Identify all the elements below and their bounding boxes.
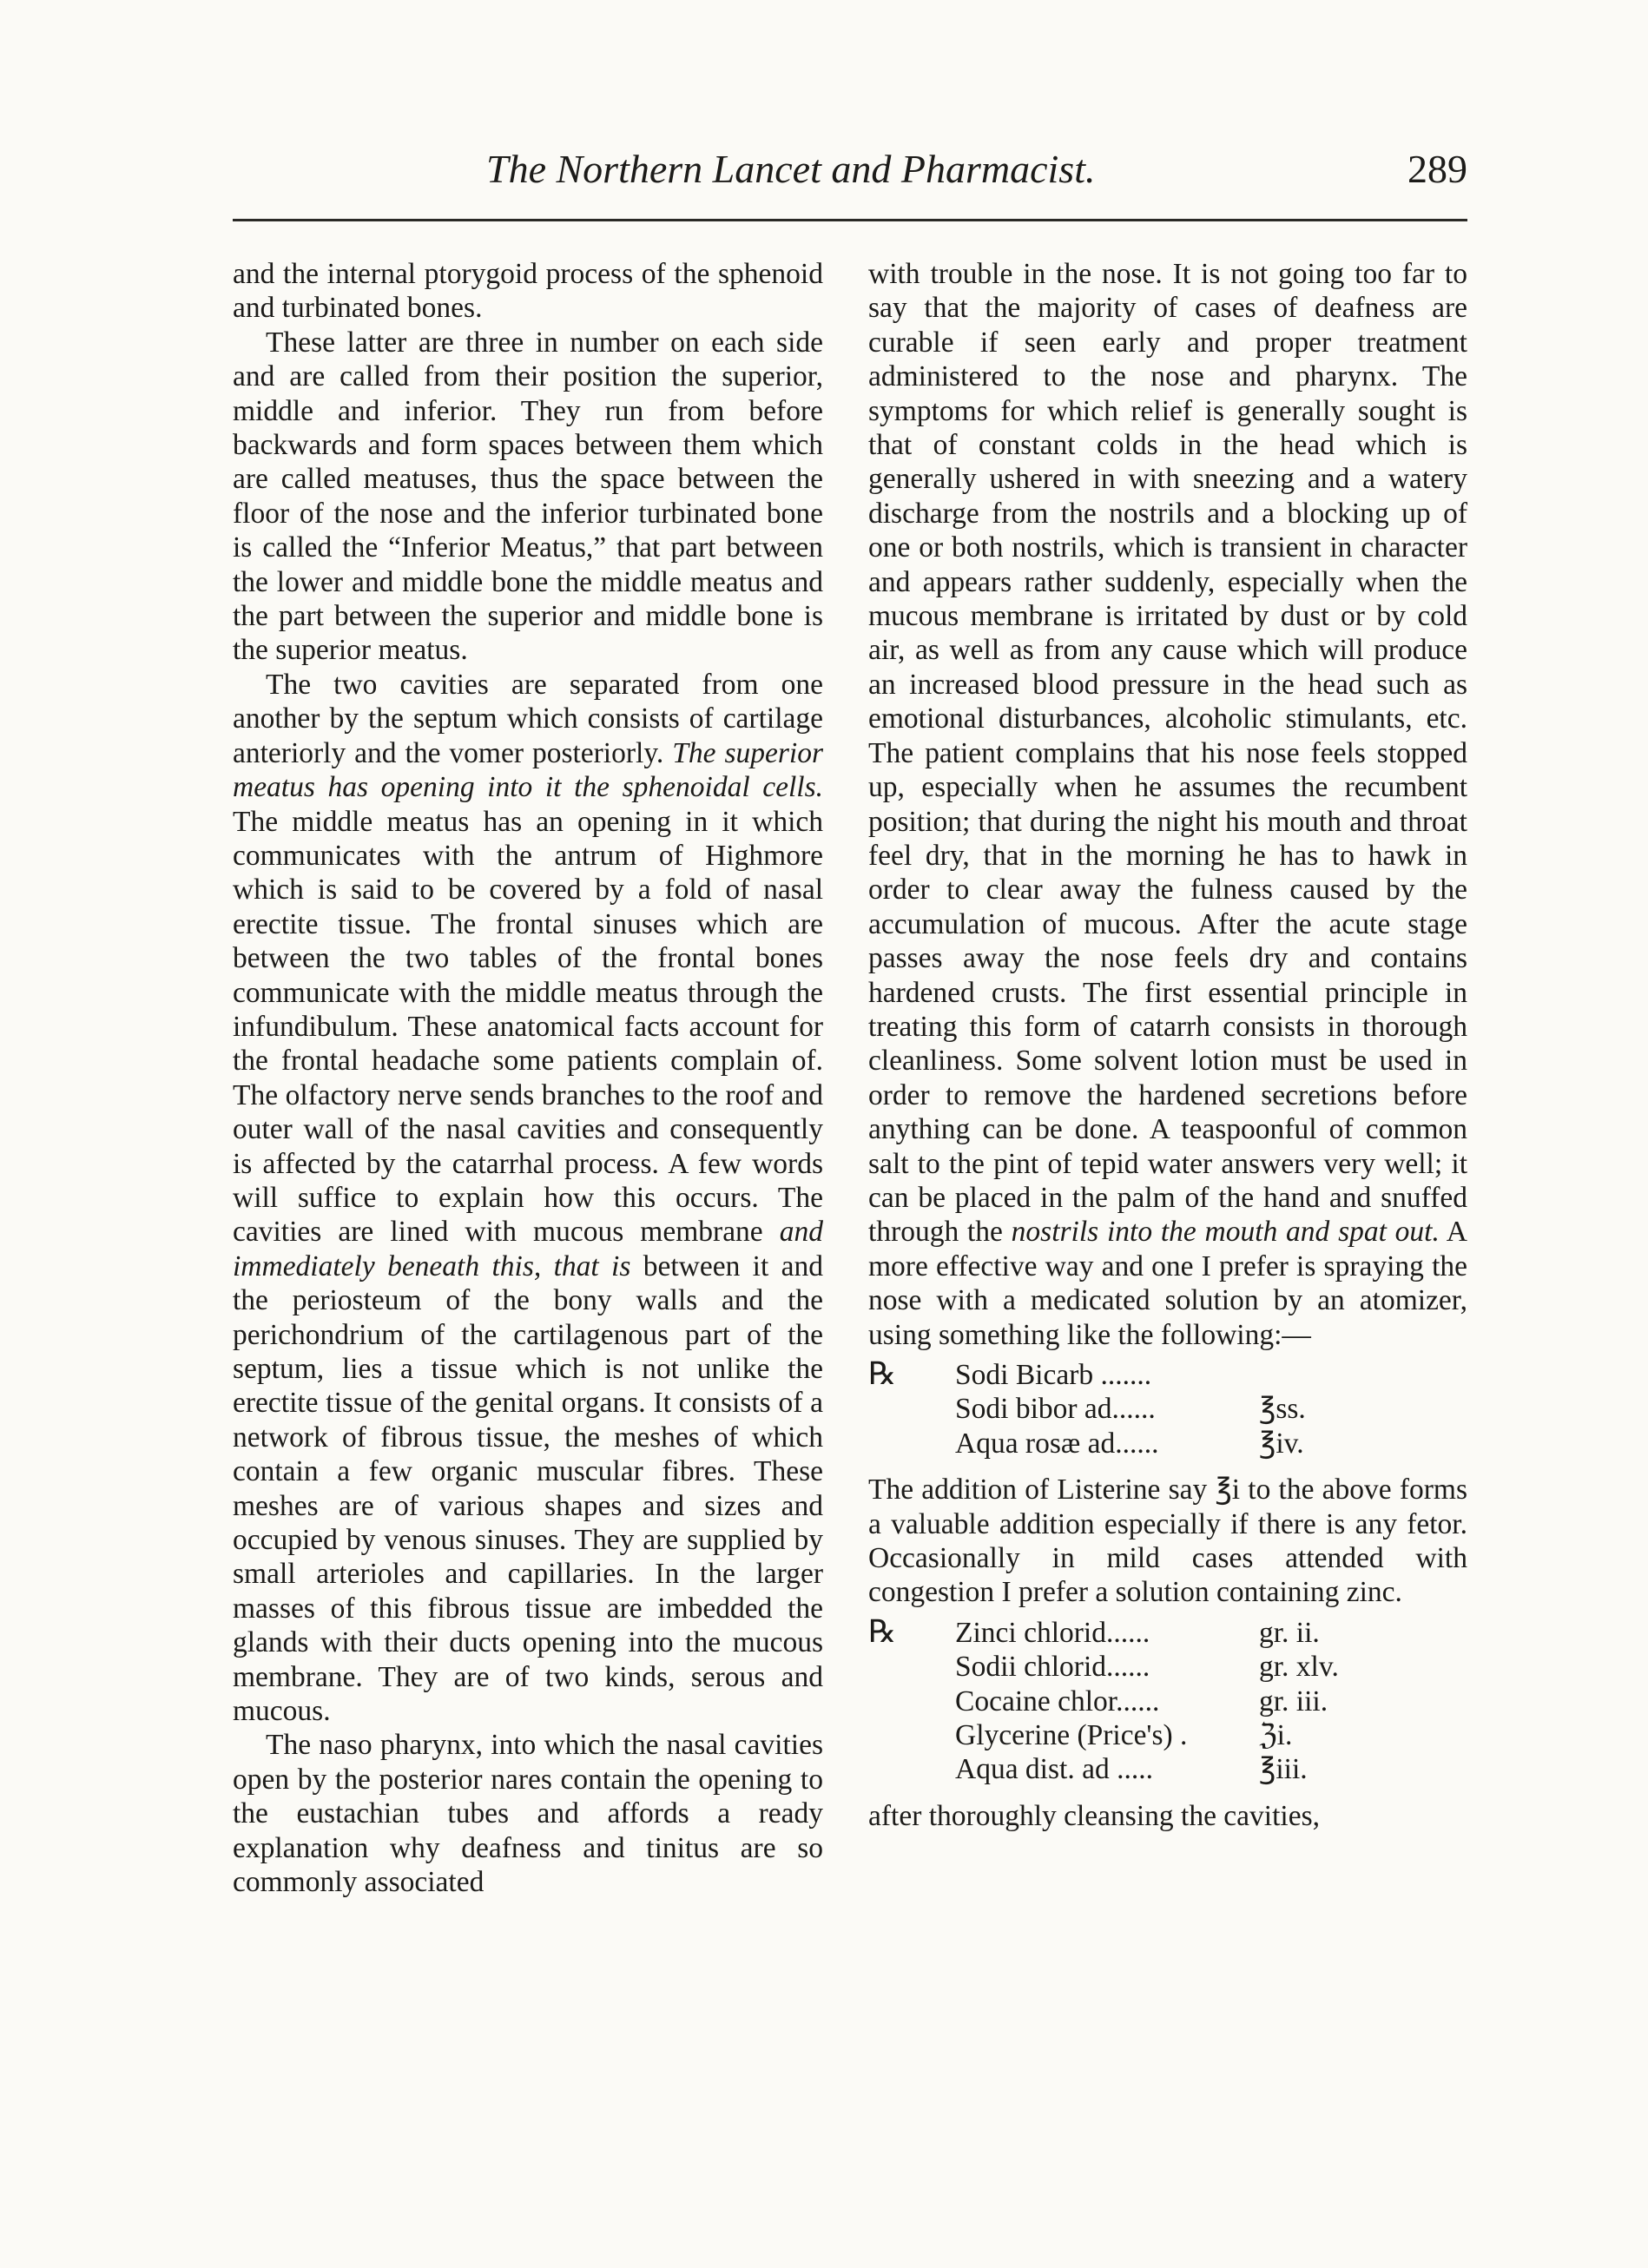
paragraph: [233, 668, 823, 1729]
prescription-1: [868, 1357, 1467, 1460]
header-rule: [233, 219, 1467, 221]
italic-text-run: nostrils into the mouth and spat out.: [1011, 1216, 1440, 1249]
prescription-row: [868, 1615, 1467, 1650]
text-run: The middle meatus has an opening in it which communicates with the antrum of Highmore which is said to be covered by a fold of nasal erectite tissue. The frontal sinuses which are between the two tables of the frontal bones communicate with the middle meatus through the infundibulum. These anatomical facts account for the frontal headache some patients complain of. The olfactory nerve sends branches to the roof and outer wall of the nasal cavities and consequently is affected by the catarrhal process. A few words will suffice to explain how this occurs. The cavities are lined with mucous membrane: [233, 805, 823, 1249]
prescription-quantity: gr. ii.: [1259, 1616, 1320, 1649]
prescription-row: [868, 1427, 1467, 1460]
paragraph: [868, 257, 1467, 1352]
italic-text-run: and immediately beneath this, that is: [233, 1216, 824, 1282]
prescription-row: [868, 1718, 1467, 1752]
prescription-quantity: ℥iii.: [1259, 1753, 1308, 1786]
prescription-ingredient: Zinci chlorid......: [955, 1616, 1150, 1649]
left-column: [233, 257, 823, 1900]
prescription-ingredient: Sodi Bicarb .......: [955, 1359, 1152, 1391]
text-run: The two cavities are separated from one another by the septum which consists of cartilage anteriorly and the vomer posteriorly.: [233, 668, 823, 769]
paragraph: The addition of Listerine say ℥i to the above forms a valuable addition especially if there is any fetor. Occasionally in mild cases attended with congestion I prefer a solution containing zinc.: [868, 1474, 1467, 1609]
running-title: The Northern Lancet and Pharmacist.: [486, 147, 1096, 191]
paragraph: after thoroughly cleansing the cavities,: [868, 1799, 1321, 1832]
prescription-row: [868, 1392, 1467, 1426]
recipe-symbol: ℞: [868, 1613, 897, 1649]
prescription-ingredient: Aqua rosæ ad......: [955, 1427, 1159, 1460]
prescription-row: [868, 1685, 1467, 1718]
page-number: 289: [1407, 147, 1467, 191]
prescription-ingredient: Cocaine chlor......: [955, 1685, 1160, 1717]
prescription-quantity: ℥iv.: [1259, 1427, 1304, 1460]
paragraph: These latter are three in number on each side and are called from their position the superior, middle and inferior. They run from before backwards and form spaces between them which are called meatuses, thus the space between the floor of the nose and the inferior turbinated bone is called the “Inferior Meatus,” that part between the lower and middle bone the middle meatus and the part between the superior and middle bone is the superior meatus.: [233, 326, 823, 667]
right-column: [868, 257, 1467, 1833]
paragraph: The naso pharynx, into which the nasal cavities open by the posterior nares contain the opening to the eustachian tubes and affords a ready explanation why deafness and tinitus are so commonly associated: [233, 1729, 823, 1899]
prescription-ingredient: Glycerine (Price's) .: [955, 1719, 1188, 1752]
text-run: A more effective way and one I prefer is spraying the nose with a medicated solution by an atomizer, using something like the following:—: [868, 1216, 1467, 1351]
prescription-ingredient: Sodii chlorid......: [955, 1651, 1150, 1684]
prescription-row: [868, 1357, 1467, 1392]
prescription-ingredient: Aqua dist. ad .....: [955, 1753, 1153, 1786]
text-run: between it and the periosteum of the bony walls and the perichondrium of the cartilagenous part of the septum, lies a tissue which is not unlike the erectite tissue of the genital organs. It consists of a network of fibrous tissue, the meshes of which contain a few organic muscular fibres. These meshes are of various shapes and sizes and occupied by venous sinuses. They are supplied by small arterioles and capillaries. In the larger masses of this fibrous tissue are imbedded the glands with their ducts opening into the mucous membrane. They are of two kinds, serous and mucous.: [233, 1249, 823, 1728]
text-run: with trouble in the nose. It is not going too far to say that the majority of cases of deafness are curable if seen early and proper treatment administered to the nose and pharynx. The symptoms for which relief is generally sought is that of constant colds in the head which is generally ushered in with sneezing and a watery discharge from the nostrils and a blocking up of one or both nostrils, which is transient in character and appears rather suddenly, especially when the mucous membrane is irritated by dust or by cold air, as well as from any cause which will produce an increased blood pressure in the head such as emotional disturbances, alcoholic stimulants, etc. The patient complains that his nose feels stopped up, especially when he assumes the recumbent position; that during the night his mouth and throat feel dry, that in the morning he has to hawk in order to clear away the fulness caused by the accumulation of mucous. After the acute stage passes away the nose feels dry and contains hardened crusts. The first essential principle in treating this form of catarrh consists in thorough cleanliness. Some solvent lotion must be used in order to remove the hardened secretions before anything can be done. A teaspoonful of common salt to the pint of tepid water answers very well; it can be placed in the palm of the hand and snuffed through the: [868, 258, 1467, 1249]
prescription-2: [868, 1615, 1467, 1787]
prescription-row: [868, 1752, 1467, 1786]
prescription-quantity: gr. iii.: [1259, 1685, 1328, 1717]
italic-text-run: The superior meatus has opening into it the sphenoidal cells.: [233, 736, 823, 804]
paragraph: and the internal ptorygoid process of the sphenoid and turbinated bones.: [233, 258, 823, 325]
prescription-ingredient: Sodi bibor ad......: [955, 1393, 1156, 1426]
recipe-symbol: ℞: [868, 1356, 897, 1391]
prescription-quantity: gr. xlv.: [1259, 1651, 1339, 1684]
prescription-row: [868, 1650, 1467, 1684]
prescription-quantity: ℨi.: [1259, 1719, 1293, 1752]
prescription-quantity: ℥ss.: [1259, 1393, 1306, 1426]
